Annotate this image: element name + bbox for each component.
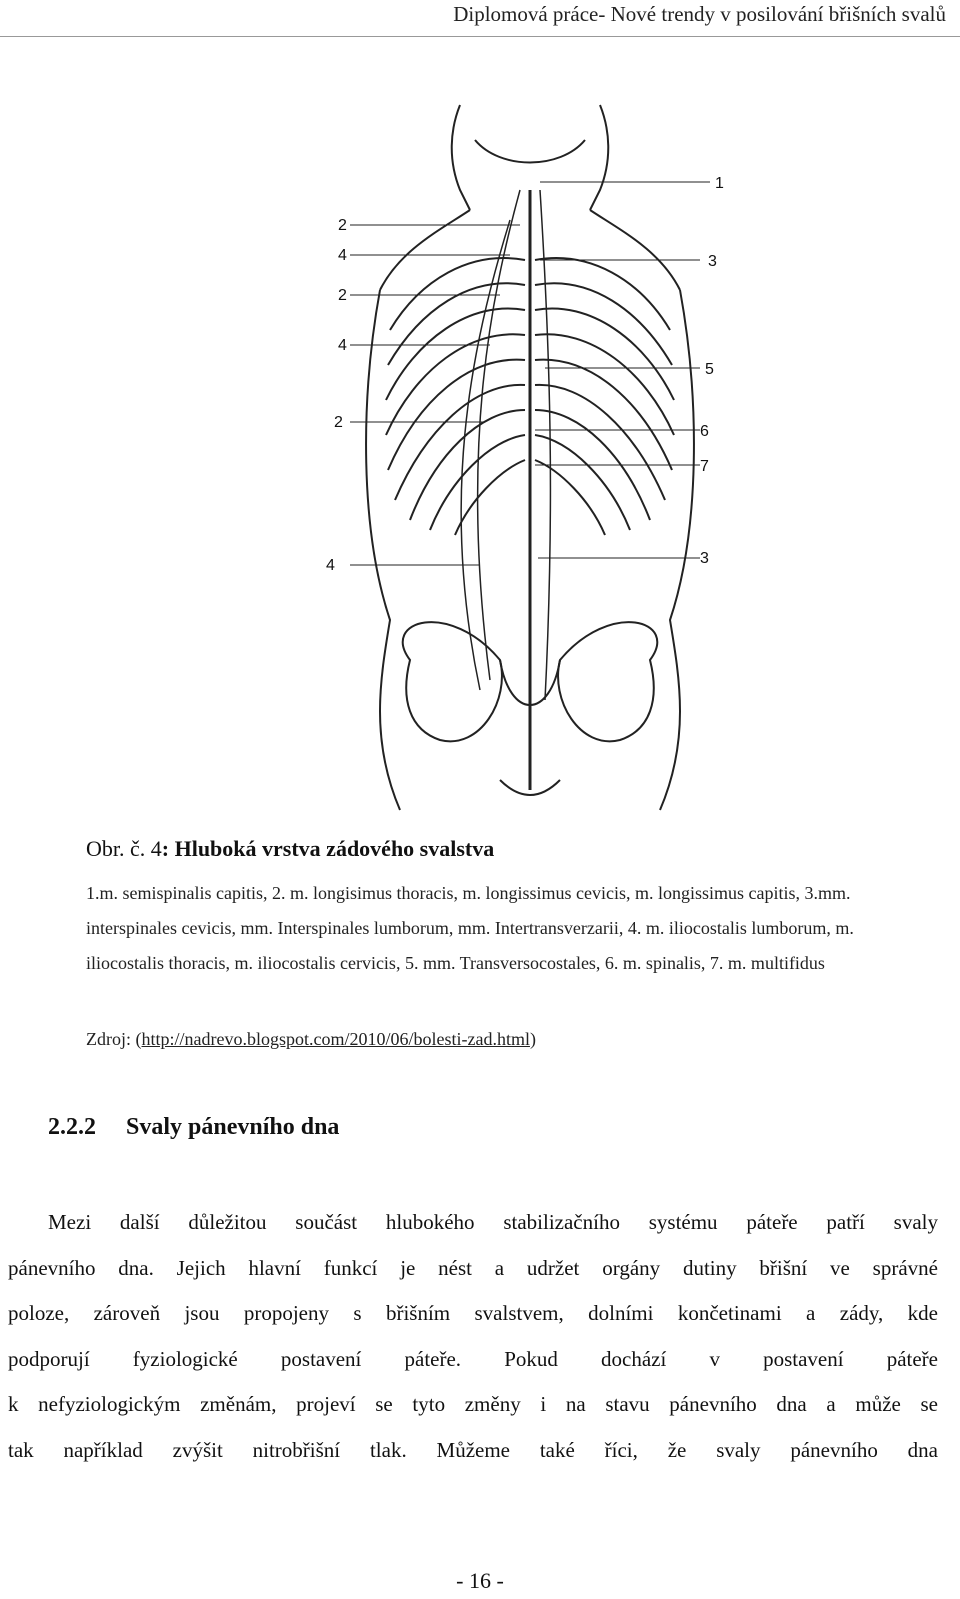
figure-label-right: 1	[715, 175, 724, 192]
anatomy-figure	[320, 100, 740, 830]
figure-label-right: 3	[708, 253, 717, 270]
figure-label-left: 2	[338, 217, 347, 234]
section-heading	[48, 1114, 339, 1141]
paragraph-line: podporují fyziologické postavení páteře. Pokud dochází v postavení páteře	[8, 1346, 938, 1371]
section-number: 2.2.2	[48, 1114, 96, 1140]
figure-label-right: 6	[700, 423, 709, 440]
paragraph-line: tak například zvýšit nitrobřišní tlak. Můžeme také říci, že svaly pánevního dna	[8, 1437, 938, 1462]
figure-label-right: 5	[705, 361, 714, 378]
figure-legend: 1.m. semispinalis capitis, 2. m. longisimus thoracis, m. longissimus cevicis, m. longissimus capitis, 3.mm. interspinales cevicis, mm. Interspinales lumborum, mm. Intertransverzarii, 4. m. iliocostalis lumborum, m. iliocostalis thoracis, m. iliocostalis cervicis, 5. mm. Transversocostales, 6. m. spinalis, 7. m. multifidus	[86, 883, 854, 973]
figure-label-left: 4	[338, 247, 347, 264]
source-prefix: Zdroj: (	[86, 1029, 142, 1049]
figure-label-left: 4	[326, 557, 335, 574]
figure-label-left: 2	[334, 414, 343, 431]
page-number: - 16 -	[456, 1568, 504, 1593]
figure-label-right: 3	[700, 550, 709, 567]
deep-back-muscles-illustration	[320, 100, 740, 830]
paragraph-line: poloze, zároveň jsou propojeny s břišním svalstvem, dolními končetinami a zády, kde	[8, 1301, 938, 1325]
figure-source	[86, 1029, 536, 1050]
paragraph-line: Mezi další důležitou součást hlubokého stabilizačního systému páteře patří svaly	[48, 1210, 938, 1234]
figure-number: Obr. č. 4	[86, 836, 162, 861]
figure-label-left: 4	[338, 337, 347, 354]
body-paragraph	[8, 1200, 938, 1473]
figure-title: : Hluboká vrstva zádového svalstva	[161, 836, 495, 861]
source-suffix: )	[529, 1029, 536, 1049]
figure-caption-title	[86, 836, 494, 862]
running-header	[0, 0, 960, 37]
source-link[interactable]: http://nadrevo.blogspot.com/2010/06/bolesti-zad.html	[141, 1029, 530, 1049]
paragraph-line: k nefyziologickým změnám, projeví se tyto změny i na stavu pánevního dna a může se	[8, 1392, 938, 1416]
paragraph-line: pánevního dna. Jejich hlavní funkcí je nést a udržet orgány dutiny břišní ve správné	[8, 1255, 938, 1280]
figure-label-right: 7	[700, 458, 709, 475]
section-title: Svaly pánevního dna	[126, 1114, 340, 1140]
header-title: Diplomová práce- Nové trendy v posilování břišních svalů	[453, 2, 946, 26]
figure-label-left: 2	[338, 287, 347, 304]
